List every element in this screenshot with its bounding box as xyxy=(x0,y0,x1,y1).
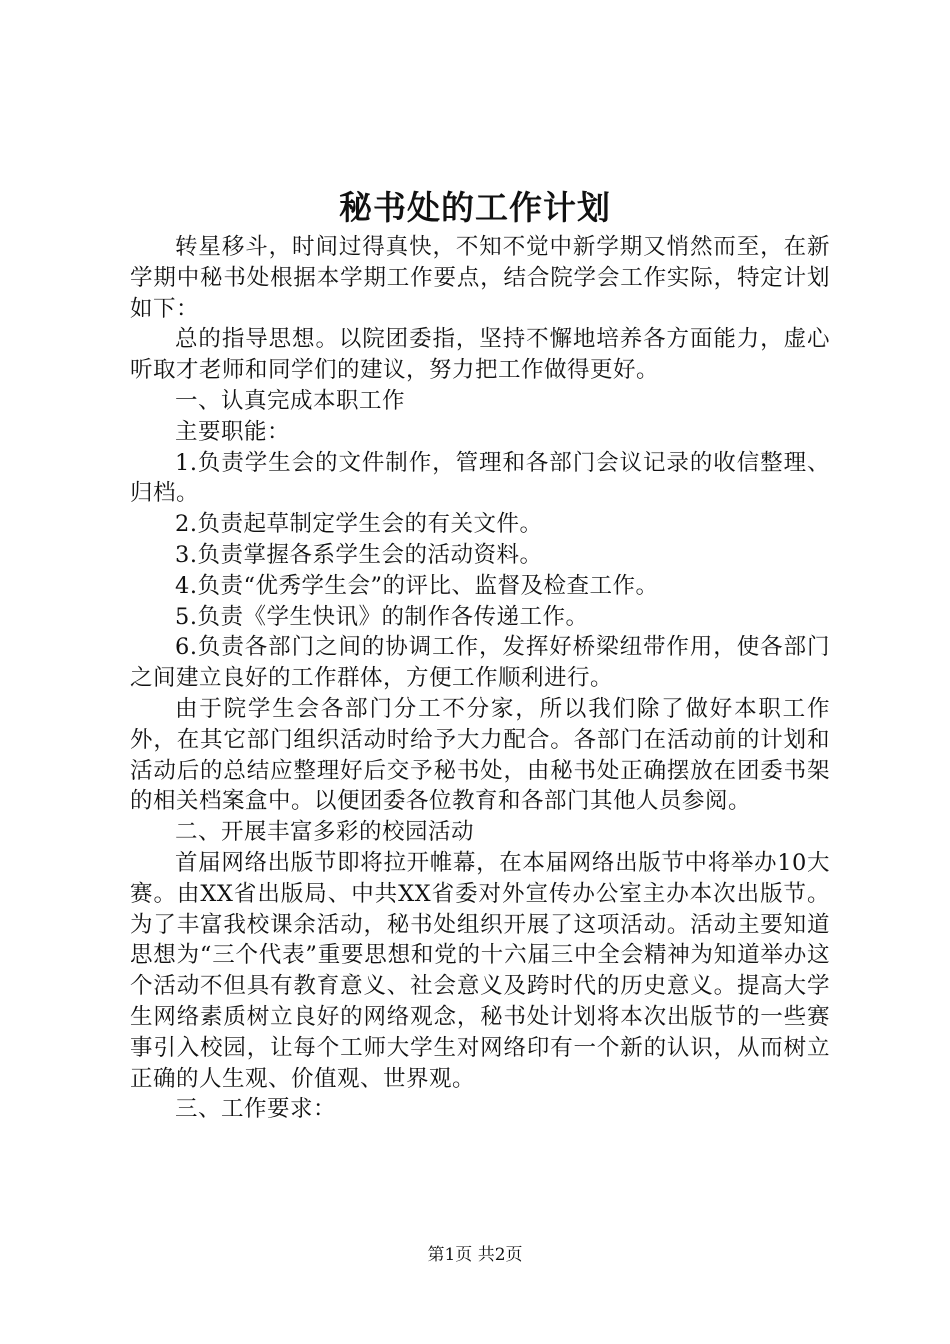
paragraph-intro: 转星移斗，时间过得真快，不知不觉中新学期又悄然而至，在新学期中秘书处根据本学期工作要点，结合院学会工作实际，特定计划如下： xyxy=(130,234,830,322)
section-heading-3: 三、工作要求： xyxy=(175,1096,337,1123)
page-footer: 第1页 共2页 xyxy=(427,1245,523,1265)
paragraph-guiding-thought: 总的指导思想。以院团委指，坚持不懈地培养各方面能力，虚心听取才老师和同学们的建议，努力把工作做得更好。 xyxy=(130,326,830,384)
list-item-4: 4.负责“优秀学生会”的评比、监督及检查工作。 xyxy=(175,572,659,599)
section-heading-1: 一、认真完成本职工作 xyxy=(175,387,406,414)
list-item-3: 3.负责掌握各系学生会的活动资料。 xyxy=(175,541,543,568)
paragraph-publishing-festival: 首届网络出版节即将拉开帷幕，在本届网络出版节中将举办10大赛。由XX省出版局、中共XX省委对外宣传办公室主办本次出版节。为了丰富我校课余活动，秘书处组织开展了这项活动。活动主要知道思想为“三个代表”重要思想和党的十六届三中全会精神为知道举办这个活动不但具有教育意义、社会意义及跨时代的历史意义。提高大学生网络素质树立良好的网络观念，秘书处计划将本次出版节的一些赛事引入校园，让每个工师大学生对网络印有一个新的认识，从而树立正确的人生观、价值观、世界观。 xyxy=(130,849,830,1092)
list-item-2: 2.负责起草制定学生会的有关文件。 xyxy=(175,511,543,538)
document-body xyxy=(130,232,830,1125)
list-item-1: 1.负责学生会的文件制作，管理和各部门会议记录的收信整理、归档。 xyxy=(130,449,830,507)
list-item-5: 5.负责《学生快讯》的制作各传递工作。 xyxy=(175,603,589,630)
page-title: 秘书处的工作计划 xyxy=(339,188,611,227)
section-heading-2: 二、开展丰富多彩的校园活动 xyxy=(175,819,475,846)
list-item-6: 6.负责各部门之间的协调工作，发挥好桥梁纽带作用，使各部门之间建立良好的工作群体，方便工作顺利进行。 xyxy=(130,634,830,692)
paragraph-cooperation: 由于院学生会各部门分工不分家，所以我们除了做好本职工作外，在其它部门组织活动时给予大力配合。各部门在活动前的计划和活动后的总结应整理好后交予秘书处，由秘书处正确摆放在团委书架的相关档案盒中。以便团委各位教育和各部门其他人员参阅。 xyxy=(130,695,830,815)
paragraph-main-functions: 主要职能： xyxy=(175,418,291,445)
